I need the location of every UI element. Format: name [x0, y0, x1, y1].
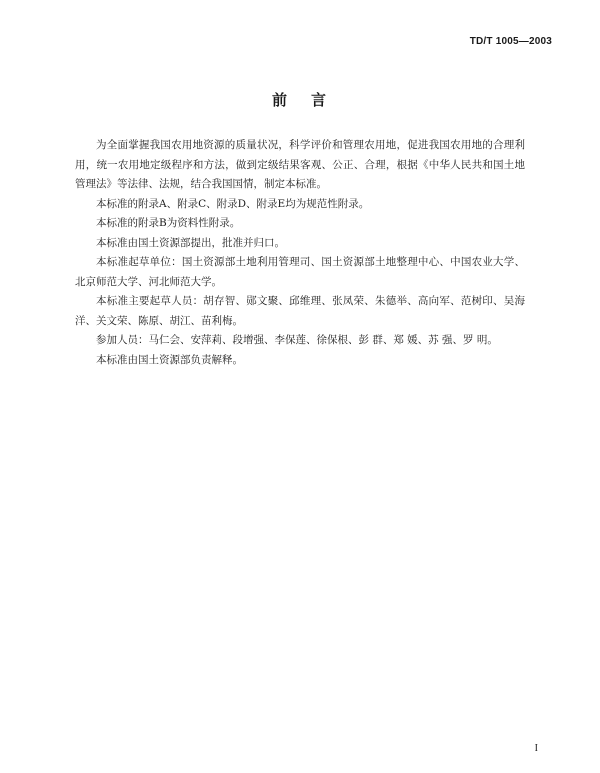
standard-code: TD/T 1005—2003	[469, 36, 552, 47]
paragraph-proposer: 本标准由国土资源部提出，批准并归口。	[96, 236, 285, 249]
paragraph-main-drafters: 本标准主要起草人员：胡存智、郧文聚、邱维理、张凤荣、朱德举、高向军、范树印、吴海洋、关文荣、陈原、胡江、苗利梅。	[75, 295, 525, 327]
title-char-1: 前	[271, 91, 289, 109]
paragraph-purpose: 为全面掌握我国农用地资源的质量状况，科学评价和管理农用地，促进我国农用地的合理利用，统一农用地定级程序和方法，做到定级结果客观、公正、合理，根据《中华人民共和国土地管理法》等法律、法规，结合我国国情，制定本标准。	[75, 139, 525, 190]
paragraph-interpretation: 本标准由国土资源部负责解释。	[96, 353, 243, 366]
foreword-body	[75, 136, 525, 370]
paragraph-normative-annexes: 本标准的附录A、附录C、附录D、附录E均为规范性附录。	[96, 197, 370, 210]
page-title	[0, 89, 600, 110]
paragraph-informative-annex: 本标准的附录B为资料性附录。	[96, 217, 241, 229]
paragraph-drafting-units: 本标准起草单位：国土资源部土地利用管理司、国土资源部土地整理中心、中国农业大学、北京师范大学、河北师范大学。	[75, 256, 525, 288]
page-number: I	[534, 743, 538, 754]
paragraph-participants: 参加人员：马仁会、安萍莉、段增强、李保莲、徐保根、彭 群、郑 媛、苏 强、罗 明。	[96, 334, 498, 346]
title-char-2: 言	[311, 91, 329, 109]
